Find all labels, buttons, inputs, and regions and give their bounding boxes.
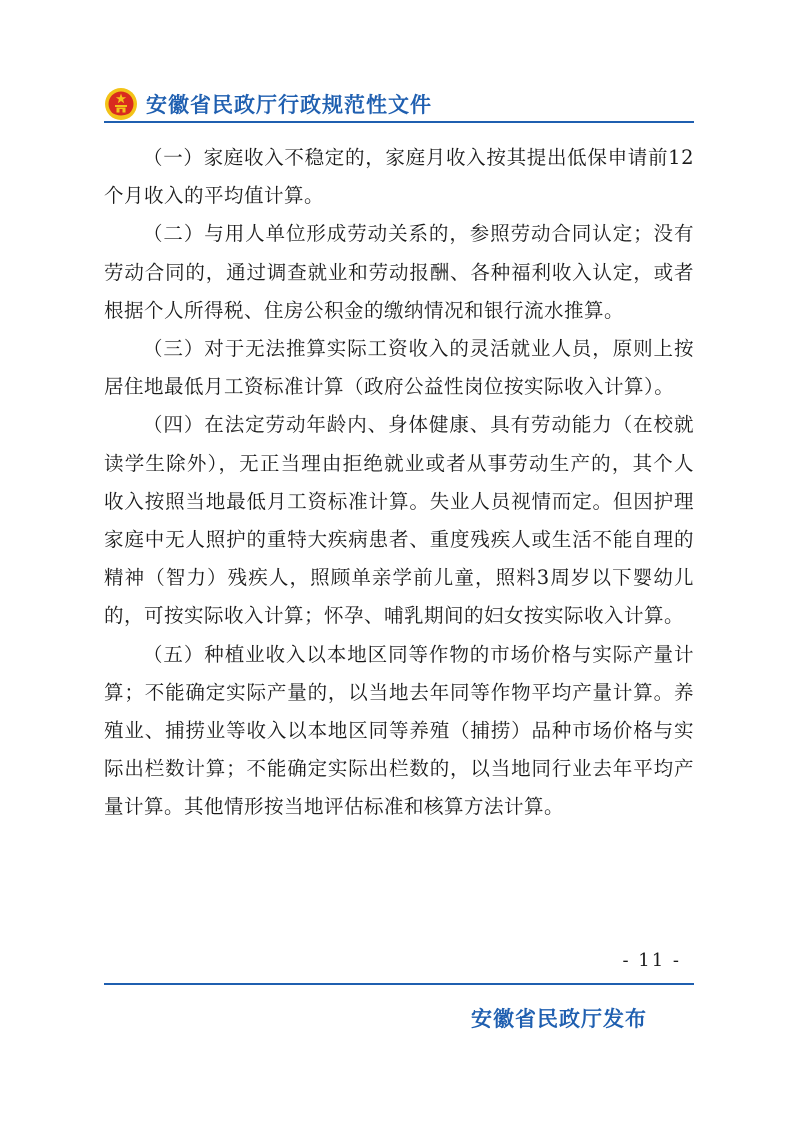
header-title: 安徽省民政厅行政规范性文件: [146, 93, 432, 117]
national-emblem-icon: [104, 87, 138, 121]
document-header: [104, 84, 432, 124]
footer-divider: [104, 983, 694, 985]
document-body: [104, 139, 694, 827]
page-number: - 11 -: [622, 950, 681, 971]
paragraph: （四）在法定劳动年龄内、身体健康、具有劳动能力（在校就读学生除外），无正当理由拒绝就业或者从事劳动生产的，其个人收入按照当地最低月工资标准计算。失业人员视情而定。但因护理家庭中无人照护的重特大疾病患者、重度残疾人或生活不能自理的精神（智力）残疾人，照顾单亲学前儿童，照料3周岁以下婴幼儿的，可按实际收入计算；怀孕、哺乳期间的妇女按实际收入计算。: [104, 413, 694, 628]
paragraph: （五）种植业收入以本地区同等作物的市场价格与实际产量计算；不能确定实际产量的，以当地去年同等作物平均产量计算。养殖业、捕捞业等收入以本地区同等养殖（捕捞）品种市场价格与实际出栏数计算；不能确定实际出栏数的，以当地同行业去年平均产量计算。其他情形按当地评估标准和核算方法计算。: [104, 642, 694, 819]
paragraph: （三）对于无法推算实际工资收入的灵活就业人员，原则上按居住地最低月工资标准计算（政府公益性岗位按实际收入计算）。: [104, 337, 694, 399]
header-divider: [104, 121, 694, 123]
paragraph: （一）家庭收入不稳定的，家庭月收入按其提出低保申请前12个月收入的平均值计算。: [104, 146, 694, 208]
paragraph: （二）与用人单位形成劳动关系的，参照劳动合同认定；没有劳动合同的，通过调查就业和劳动报酬、各种福利收入认定，或者根据个人所得税、住房公积金的缴纳情况和银行流水推算。: [104, 222, 694, 322]
publisher-label: 安徽省民政厅发布: [471, 1007, 647, 1031]
